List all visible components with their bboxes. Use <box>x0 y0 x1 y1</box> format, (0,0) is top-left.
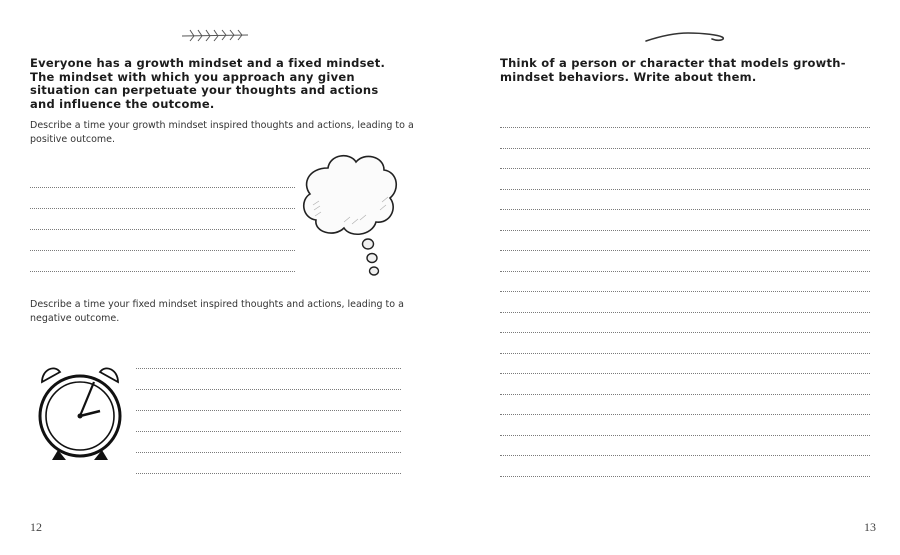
growth-writing-lines[interactable] <box>30 187 295 277</box>
writing-line[interactable] <box>500 394 870 395</box>
page-number: 13 <box>864 520 876 534</box>
writing-line[interactable] <box>136 452 401 453</box>
right-heading: Think of a person or character that models growth-mindset behaviors. Write about them. <box>500 56 846 84</box>
right-writing-lines[interactable] <box>500 127 870 487</box>
writing-line[interactable] <box>500 291 870 292</box>
writing-line[interactable] <box>500 209 870 210</box>
page-number: 12 <box>30 520 42 534</box>
alarm-clock-icon <box>32 362 128 464</box>
writing-line[interactable] <box>500 271 870 272</box>
writing-line[interactable] <box>500 455 870 456</box>
writing-line[interactable] <box>30 187 295 188</box>
writing-line[interactable] <box>500 148 870 149</box>
writing-line[interactable] <box>30 208 295 209</box>
writing-line[interactable] <box>136 389 401 390</box>
writing-line[interactable] <box>500 435 870 436</box>
growth-prompt: Describe a time your growth mindset inspired thoughts and actions, leading to a positive outcome. <box>30 120 414 145</box>
writing-line[interactable] <box>500 312 870 313</box>
writing-line[interactable] <box>136 473 401 474</box>
swirl-flourish-icon <box>642 27 728 45</box>
writing-line[interactable] <box>30 271 295 272</box>
writing-line[interactable] <box>500 414 870 415</box>
leaf-branch-icon <box>180 27 250 43</box>
writing-line[interactable] <box>500 476 870 477</box>
right-page <box>450 0 900 555</box>
writing-line[interactable] <box>500 168 870 169</box>
thought-bubble-icon <box>300 150 400 280</box>
writing-line[interactable] <box>30 250 295 251</box>
writing-line[interactable] <box>500 189 870 190</box>
writing-line[interactable] <box>500 373 870 374</box>
writing-line[interactable] <box>500 230 870 231</box>
writing-line[interactable] <box>136 368 401 369</box>
writing-line[interactable] <box>500 250 870 251</box>
intro-heading: Everyone has a growth mindset and a fixed mindset. The mindset with which you approach any given situation can perpetuate your thoughts and actions and influence the outcome. <box>30 56 386 111</box>
fixed-prompt: Describe a time your fixed mindset inspired thoughts and actions, leading to a negative outcome. <box>30 299 404 324</box>
writing-line[interactable] <box>500 332 870 333</box>
writing-line[interactable] <box>136 410 401 411</box>
writing-line[interactable] <box>500 127 870 128</box>
writing-line[interactable] <box>30 229 295 230</box>
writing-line[interactable] <box>500 353 870 354</box>
writing-line[interactable] <box>136 431 401 432</box>
fixed-writing-lines[interactable] <box>136 368 401 478</box>
